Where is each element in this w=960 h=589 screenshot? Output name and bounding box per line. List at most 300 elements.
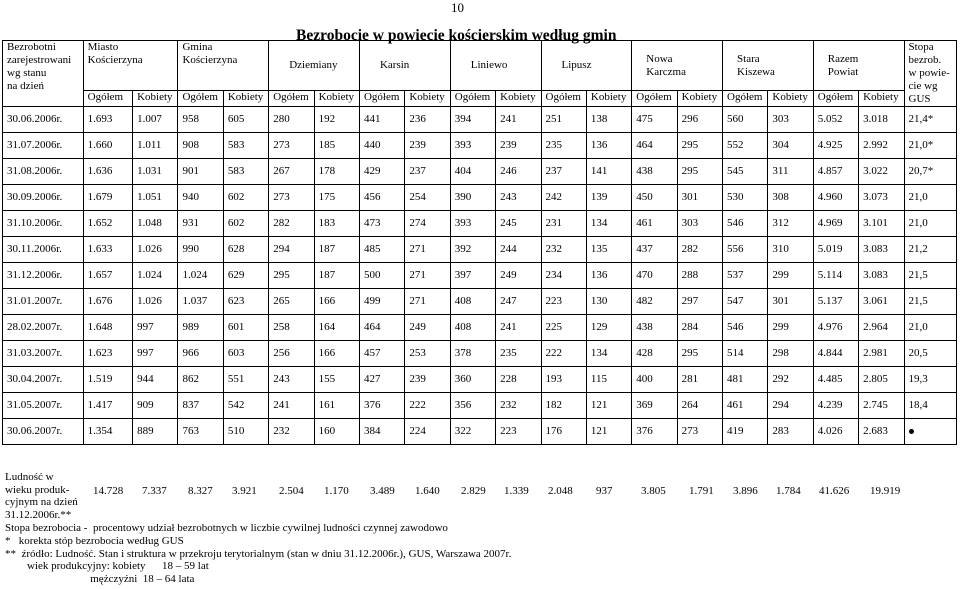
row-date: 31.03.2007r. [3,341,84,367]
table-row [3,289,957,315]
header-sub: Ogółem [813,91,858,107]
cell: 763 [178,419,223,445]
cell: 1.024 [133,263,178,289]
population-value: 3.805 [641,485,666,497]
cell: 21,2 [904,237,956,263]
cell: 1.026 [133,237,178,263]
cell: 602 [223,185,268,211]
header-sub: Kobiety [314,91,359,107]
cell: 408 [450,289,495,315]
cell: 376 [359,393,404,419]
cell: 295 [269,263,314,289]
cell: 376 [632,419,677,445]
cell: 1.693 [83,107,132,133]
cell: 4.239 [813,393,858,419]
cell: 239 [405,133,450,159]
cell: 481 [723,367,768,393]
cell: 2.981 [859,341,904,367]
cell: 245 [496,211,541,237]
cell: 303 [768,107,813,133]
cell: 3.073 [859,185,904,211]
header-group: Razem Powiat [813,41,904,91]
row-date: 31.07.2006r. [3,133,84,159]
cell: 4.485 [813,367,858,393]
cell: 244 [496,237,541,263]
footnote-line: * korekta stóp bezrobocia według GUS [5,534,184,547]
cell: 18,4 [904,393,956,419]
cell: 283 [768,419,813,445]
cell: 1.633 [83,237,132,263]
cell: 4.026 [813,419,858,445]
cell: 19,3 [904,367,956,393]
cell: 295 [677,159,722,185]
cell: 429 [359,159,404,185]
cell: 256 [269,341,314,367]
row-date: 30.06.2007r. [3,419,84,445]
cell: 397 [450,263,495,289]
cell: 251 [541,107,586,133]
cell: 384 [359,419,404,445]
header-group: Lipusz [541,41,632,91]
cell: 1.676 [83,289,132,315]
cell: 997 [133,315,178,341]
cell: 311 [768,159,813,185]
cell: 5.114 [813,263,858,289]
bullet-icon [909,429,914,434]
cell: 228 [496,367,541,393]
cell: 247 [496,289,541,315]
cell: 552 [723,133,768,159]
header-group: Miasto Kościerzyna [83,41,178,91]
cell: 312 [768,211,813,237]
table-row [3,133,957,159]
cell: 271 [405,263,450,289]
cell: 560 [723,107,768,133]
population-value: 1.640 [415,485,440,497]
table-row [3,107,957,133]
cell: 889 [133,419,178,445]
cell: 134 [586,341,631,367]
cell: 284 [677,315,722,341]
cell: 303 [677,211,722,237]
cell: 546 [723,211,768,237]
table-row [3,341,957,367]
table-row [3,419,957,445]
cell: 175 [314,185,359,211]
cell: 273 [677,419,722,445]
cell: 223 [541,289,586,315]
cell: 438 [632,315,677,341]
cell: 1.657 [83,263,132,289]
cell: 4.960 [813,185,858,211]
header-sub: Kobiety [677,91,722,107]
cell: 623 [223,289,268,315]
cell: 192 [314,107,359,133]
cell: 1.660 [83,133,132,159]
population-value: 1.170 [324,485,349,497]
cell: 440 [359,133,404,159]
cell: 20,5 [904,341,956,367]
header-sub: Kobiety [405,91,450,107]
cell: 428 [632,341,677,367]
cell: 135 [586,237,631,263]
cell: 288 [677,263,722,289]
cell: 224 [405,419,450,445]
cell: 299 [768,263,813,289]
cell: 989 [178,315,223,341]
header-sub: Ogółem [83,91,132,107]
cell: 427 [359,367,404,393]
cell: 499 [359,289,404,315]
population-value: 8.327 [188,485,213,497]
cell: 310 [768,237,813,263]
cell: 530 [723,185,768,211]
cell: 4.976 [813,315,858,341]
header-group: Nowa Karczma [632,41,723,91]
cell: 1.652 [83,211,132,237]
cell: 1.037 [178,289,223,315]
cell: 605 [223,107,268,133]
cell: 273 [269,133,314,159]
cell: 243 [496,185,541,211]
cell: 264 [677,393,722,419]
cell: 1.354 [83,419,132,445]
cell: 551 [223,367,268,393]
cell: 473 [359,211,404,237]
header-group: Stara Kiszewa [723,41,814,91]
cell: 369 [632,393,677,419]
cell: 166 [314,289,359,315]
cell: 295 [677,133,722,159]
population-value: 1.339 [504,485,529,497]
cell: 298 [768,341,813,367]
cell: 176 [541,419,586,445]
cell: 20,7* [904,159,956,185]
cell: 161 [314,393,359,419]
cell: 1.417 [83,393,132,419]
header-group: Dziemiany [269,41,360,91]
cell: 997 [133,341,178,367]
row-date: 30.09.2006r. [3,185,84,211]
cell: 390 [450,185,495,211]
cell: 246 [496,159,541,185]
row-date: 28.02.2007r. [3,315,84,341]
population-value: 1.791 [689,485,714,497]
cell: 1.519 [83,367,132,393]
table-row [3,315,957,341]
population-value: 937 [596,485,613,497]
cell: 583 [223,159,268,185]
cell: 234 [541,263,586,289]
cell: 378 [450,341,495,367]
row-date: 31.10.2006r. [3,211,84,237]
cell: 232 [541,237,586,263]
cell: 271 [405,237,450,263]
cell: 482 [632,289,677,315]
row-date: 31.01.2007r. [3,289,84,315]
cell: 837 [178,393,223,419]
header-sub: Ogółem [269,91,314,107]
cell: 294 [269,237,314,263]
cell: 441 [359,107,404,133]
cell: 155 [314,367,359,393]
cell: 2.964 [859,315,904,341]
cell: 265 [269,289,314,315]
cell: 908 [178,133,223,159]
cell: 966 [178,341,223,367]
header-row-groups [3,41,957,91]
population-value: 7.337 [142,485,167,497]
cell: 1.051 [133,185,178,211]
cell: 450 [632,185,677,211]
cell: 237 [541,159,586,185]
cell: 239 [405,367,450,393]
cell: 356 [450,393,495,419]
cell: 308 [768,185,813,211]
cell: 304 [768,133,813,159]
header-rate: Stopa bezrob. w powie- cie wg GUS [904,41,956,107]
cell: 944 [133,367,178,393]
cell: 542 [223,393,268,419]
header-sub: Kobiety [496,91,541,107]
cell: 274 [405,211,450,237]
cell: 21,0 [904,185,956,211]
table-row [3,211,957,237]
cell: 1.026 [133,289,178,315]
cell: 461 [723,393,768,419]
header-sub: Ogółem [723,91,768,107]
cell: 237 [405,159,450,185]
header-sub: Kobiety [586,91,631,107]
cell: 470 [632,263,677,289]
header-group: Gmina Kościerzyna [178,41,269,91]
cell: 2.683 [859,419,904,445]
page-number: 10 [451,0,464,15]
cell: 5.137 [813,289,858,315]
cell: 281 [677,367,722,393]
cell: 222 [541,341,586,367]
cell: 292 [768,367,813,393]
cell: 393 [450,133,495,159]
cell: 940 [178,185,223,211]
cell: 464 [632,133,677,159]
cell: 545 [723,159,768,185]
cell: 408 [450,315,495,341]
cell: 21,4* [904,107,956,133]
cell: 485 [359,237,404,263]
header-date: Bezrobotni zarejestrowani wg stanu na dzień [3,41,84,107]
row-date: 30.11.2006r. [3,237,84,263]
cell: 3.022 [859,159,904,185]
cell: 3.083 [859,263,904,289]
header-sub: Kobiety [223,91,268,107]
population-value: 3.489 [370,485,395,497]
cell: 2.992 [859,133,904,159]
cell: 258 [269,315,314,341]
row-date: 31.05.2007r. [3,393,84,419]
cell: 301 [768,289,813,315]
cell: 187 [314,263,359,289]
table-row [3,237,957,263]
page-title: Bezrobocie w powiecie kościerskim według gmin [296,27,617,44]
cell: 602 [223,211,268,237]
cell: 475 [632,107,677,133]
cell: 21,5 [904,289,956,315]
cell: 136 [586,263,631,289]
cell: 21,5 [904,263,956,289]
cell: 603 [223,341,268,367]
cell: 404 [450,159,495,185]
cell: 241 [269,393,314,419]
cell: 437 [632,237,677,263]
footnotes [5,522,511,586]
cell: 629 [223,263,268,289]
cell: 5.052 [813,107,858,133]
cell: 392 [450,237,495,263]
population-value: 2.048 [548,485,573,497]
header-sub: Kobiety [768,91,813,107]
cell: 130 [586,289,631,315]
cell: 3.061 [859,289,904,315]
header-sub: Ogółem [632,91,677,107]
cell: 4.969 [813,211,858,237]
cell: 141 [586,159,631,185]
footnote-line: Stopa bezrobocia - procentowy udział bezrobotnych w liczbie cywilnej ludności czynnej zawodowo [5,522,448,534]
cell: 2.805 [859,367,904,393]
table-row [3,263,957,289]
cell: 21,0 [904,315,956,341]
cell: 164 [314,315,359,341]
cell: 182 [541,393,586,419]
row-date: 31.08.2006r. [3,159,84,185]
header-sub: Ogółem [450,91,495,107]
cell: 1.007 [133,107,178,133]
cell: 510 [223,419,268,445]
population-label: Ludność w wieku produk- cyjnym na dzień 31.12.2006r.** [5,471,78,521]
cell: 400 [632,367,677,393]
cell: 4.857 [813,159,858,185]
table-row [3,367,957,393]
footnote-line: wiek produkcyjny: kobiety 18 – 59 lat [5,560,209,573]
cell [904,419,956,445]
cell: 115 [586,367,631,393]
table-row [3,185,957,211]
header-row-sub [3,91,957,107]
cell: 3.101 [859,211,904,237]
footnote-line: ** źródło: Ludność. Stan i struktura w przekroju terytorialnym (stan w dniu 31.12.2006r.), GUS, Warszawa 2007r. [5,547,512,560]
cell: 232 [269,419,314,445]
cell: 4.844 [813,341,858,367]
table-row [3,159,957,185]
cell: 628 [223,237,268,263]
header-sub: Ogółem [541,91,586,107]
cell: 1.048 [133,211,178,237]
cell: 236 [405,107,450,133]
header-group: Liniewo [450,41,541,91]
cell: 601 [223,315,268,341]
cell: 322 [450,419,495,445]
cell: 5.019 [813,237,858,263]
cell: 1.636 [83,159,132,185]
cell: 121 [586,393,631,419]
cell: 249 [496,263,541,289]
cell: 254 [405,185,450,211]
row-date: 30.04.2007r. [3,367,84,393]
cell: 456 [359,185,404,211]
population-value: 14.728 [93,485,124,497]
cell: 222 [405,393,450,419]
cell: 901 [178,159,223,185]
cell: 990 [178,237,223,263]
cell: 909 [133,393,178,419]
cell: 2.745 [859,393,904,419]
cell: 225 [541,315,586,341]
cell: 301 [677,185,722,211]
population-value: 2.504 [279,485,304,497]
cell: 296 [677,107,722,133]
cell: 166 [314,341,359,367]
cell: 294 [768,393,813,419]
cell: 461 [632,211,677,237]
cell: 121 [586,419,631,445]
cell: 223 [496,419,541,445]
cell: 537 [723,263,768,289]
header-sub: Kobiety [859,91,904,107]
cell: 3.083 [859,237,904,263]
cell: 21,0 [904,211,956,237]
cell: 280 [269,107,314,133]
cell: 242 [541,185,586,211]
header-group: Karsin [359,41,450,91]
cell: 243 [269,367,314,393]
cell: 139 [586,185,631,211]
cell: 231 [541,211,586,237]
cell: 235 [541,133,586,159]
header-sub: Kobiety [133,91,178,107]
cell: 862 [178,367,223,393]
cell: 297 [677,289,722,315]
cell: 239 [496,133,541,159]
cell: 241 [496,107,541,133]
cell: 1.011 [133,133,178,159]
cell: 249 [405,315,450,341]
cell: 21,0* [904,133,956,159]
unemployment-table [2,40,957,445]
cell: 514 [723,341,768,367]
cell: 457 [359,341,404,367]
cell: 235 [496,341,541,367]
cell: 282 [269,211,314,237]
population-value: 3.921 [232,485,257,497]
cell: 1.679 [83,185,132,211]
cell: 271 [405,289,450,315]
cell: 1.031 [133,159,178,185]
cell: 273 [269,185,314,211]
population-value: 3.896 [733,485,758,497]
cell: 253 [405,341,450,367]
cell: 360 [450,367,495,393]
cell: 438 [632,159,677,185]
cell: 160 [314,419,359,445]
cell: 3.018 [859,107,904,133]
cell: 232 [496,393,541,419]
population-value: 41.626 [819,485,850,497]
cell: 500 [359,263,404,289]
cell: 282 [677,237,722,263]
cell: 136 [586,133,631,159]
footnote-line: mężczyźni 18 – 64 lata [5,573,195,586]
cell: 958 [178,107,223,133]
